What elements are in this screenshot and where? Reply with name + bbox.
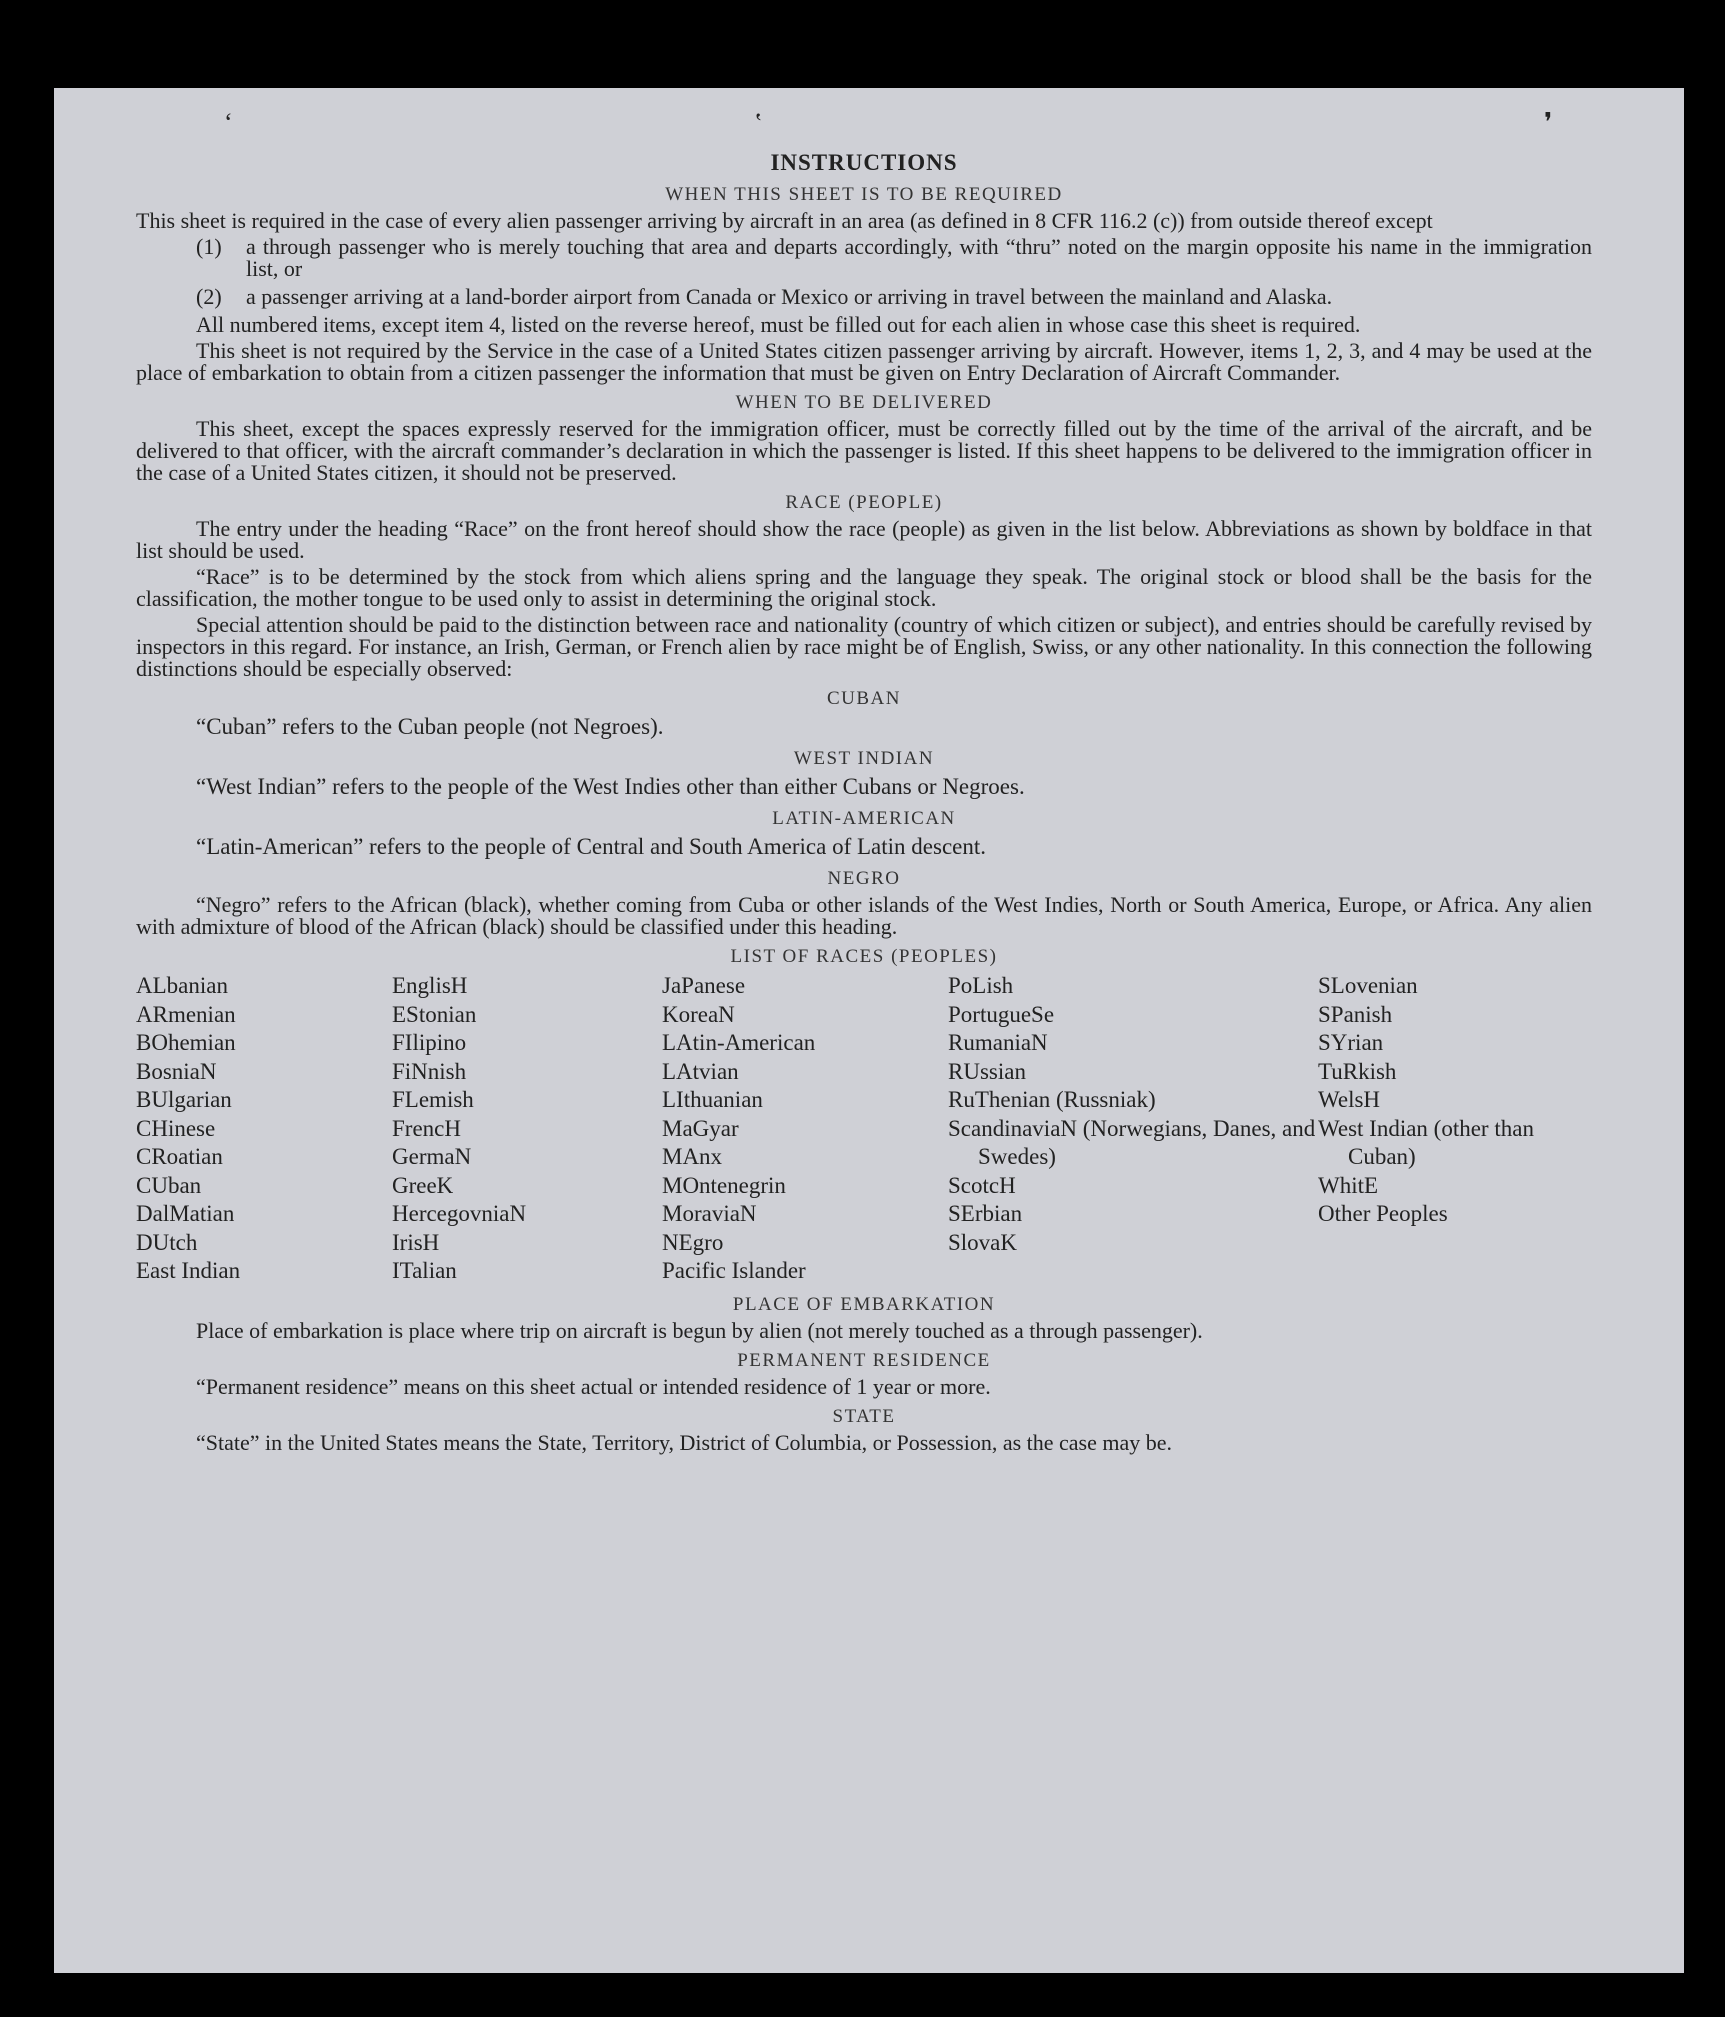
race-entry: FrencH: [392, 1115, 461, 1141]
paragraph-race-3: Special attention should be paid to the distinction between race and nationality (country of which citizen or subject), and entries should be carefully revised by inspectors in this regard. For instance, an Irish, German, or French alien by race might be of English, Swiss, or any other nationality. In this connection the following distinctions should be especially observed:: [136, 612, 1592, 681]
page-title: INSTRUCTIONS: [770, 150, 958, 175]
heading-latin-american: LATIN-AMERICAN: [772, 808, 956, 829]
document-sheet: [54, 88, 1684, 1973]
race-entry: ScotcH: [948, 1172, 1016, 1198]
race-column-5: [1318, 972, 1588, 1286]
race-entry: MOntenegrin: [662, 1172, 786, 1198]
race-entry: CHinese: [136, 1115, 216, 1141]
item-text: a passenger arriving at a land-border airport from Canada or Mexico or arriving in travel between the mainland and Alaska.: [246, 284, 1333, 309]
heading-list-of-races: LIST OF RACES (PEOPLES): [730, 946, 998, 967]
race-entry: Other Peoples: [1318, 1201, 1448, 1226]
race-entry: RUssian: [948, 1058, 1026, 1084]
list-item-exception-2: [196, 286, 1592, 308]
race-entry: RumaniaN: [948, 1030, 1048, 1055]
race-entry: Pacific Islander: [662, 1258, 806, 1283]
paragraph-race-1: The entry under the heading “Race” on the front hereof should show the race (people) as given in the list below. Abbreviations as shown by boldface in that list should be used.: [136, 516, 1592, 563]
race-entry: West Indian (other than Cuban): [1318, 1115, 1534, 1169]
race-entry: HercegovniaN: [392, 1201, 527, 1226]
race-entry: NEgro: [662, 1229, 724, 1255]
race-entry: East Indian: [136, 1258, 241, 1283]
heading-residence: PERMANENT RESIDENCE: [737, 1349, 991, 1371]
definition-state: “State” in the United States means the State, Territory, District of Columbia, or Possession, as the case may be.: [196, 1429, 1173, 1455]
definition-west-indian: “West Indian” refers to the people of the West Indies other than either Cubans or Negroes.: [196, 774, 1025, 799]
list-item-exception-1: [196, 236, 1592, 280]
race-entry: BosniaN: [136, 1058, 217, 1084]
race-entry: LIthuanian: [662, 1087, 763, 1112]
race-entry: SYrian: [1318, 1030, 1384, 1055]
heading-west-indian: WEST INDIAN: [793, 748, 935, 769]
race-entry: PortugueSe: [948, 1001, 1055, 1027]
paragraph-delivered: This sheet, except the spaces expressly reserved for the immigration officer, must be correctly filled out by the time of the arrival of the aircraft, and be delivered to that officer, with the aircraft commander’s declaration in which the passenger is listed. If this sheet happens to be delivered to the immigration officer in the case of a United States citizen, it should not be preserved.: [136, 416, 1592, 485]
race-entry: EnglisH: [392, 973, 468, 998]
race-column-2: [392, 972, 662, 1286]
race-entry: MAnx: [662, 1144, 723, 1169]
definition-cuban: “Cuban” refers to the Cuban people (not Negroes).: [196, 714, 664, 739]
race-entry: CRoatian: [136, 1144, 223, 1169]
race-entry: PoLish: [948, 973, 1014, 998]
race-entry: LAtin-American: [662, 1030, 816, 1055]
race-entry: BOhemian: [136, 1030, 236, 1055]
definition-negro: “Negro” refers to the African (black), whether coming from Cuba or other islands of the West Indies, North or South America, Europe, or Africa. Any alien with admixture of blood of the African (black) should be classified under this heading.: [136, 892, 1592, 939]
race-entry: FLemish: [392, 1087, 474, 1112]
race-entry: GreeK: [392, 1172, 454, 1198]
race-entry: SLovenian: [1318, 973, 1418, 998]
race-column-3: [662, 972, 948, 1286]
race-list: [136, 972, 1592, 1286]
race-entry: ALbanian: [136, 973, 228, 998]
heading-cuban: CUBAN: [826, 688, 901, 709]
race-entry: ScandinaviaN (Norwegians, Danes, and Swedes): [948, 1115, 1316, 1169]
race-entry: JaPanese: [662, 973, 746, 998]
definition-residence: “Permanent residence” means on this sheet actual or intended residence of 1 year or more.: [196, 1373, 991, 1399]
race-entry: ITalian: [392, 1258, 457, 1283]
race-entry: SlovaK: [948, 1229, 1017, 1255]
paragraph-numbered-items: All numbered items, except item 4, listed on the reverse hereof, must be filled out for each alien in whose case this sheet is required.: [196, 312, 1361, 337]
race-entry: DalMatian: [136, 1201, 235, 1226]
race-entry: LAtvian: [662, 1058, 739, 1084]
definition-embarkation: Place of embarkation is place where trip on aircraft is begun by alien (not merely touched as a through passenger).: [196, 1317, 1203, 1343]
scan-mark: ❜: [1544, 108, 1553, 137]
race-entry: SErbian: [948, 1201, 1023, 1226]
race-entry: WelsH: [1318, 1087, 1381, 1112]
heading-state: STATE: [832, 1405, 896, 1427]
race-entry: IrisH: [392, 1229, 440, 1255]
heading-required: WHEN THIS SHEET IS TO BE REQUIRED: [665, 184, 1063, 205]
race-entry: FIlipino: [392, 1030, 467, 1055]
race-entry: MoraviaN: [662, 1201, 757, 1226]
definition-latin-american: “Latin-American” refers to the people of Central and South America of Latin descent.: [196, 834, 986, 859]
paragraph-required-intro: This sheet is required in the case of every alien passenger arriving by aircraft in an area (as defined in 8 CFR 116.2 (c)) from outside thereof except: [136, 208, 1433, 233]
heading-race: RACE (PEOPLE): [785, 492, 943, 513]
paragraph-citizen: This sheet is not required by the Service in the case of a United States citizen passenger arriving by aircraft. However, items 1, 2, 3, and 4 may be used at the place of embarkation to obtain from a citizen passenger the information that must be given on Entry Declaration of Aircraft Commander.: [136, 338, 1592, 385]
race-entry: ARmenian: [136, 1001, 236, 1027]
item-text: a through passenger who is merely touching that area and departs accordingly, with “thru” noted on the margin opposite his name in the immigration list, or: [246, 234, 1592, 281]
race-entry: CUban: [136, 1172, 202, 1198]
race-entry: TuRkish: [1318, 1058, 1397, 1084]
item-number: (2): [196, 284, 222, 309]
item-number: (1): [196, 234, 222, 259]
race-entry: GermaN: [392, 1144, 472, 1169]
race-entry: KoreaN: [662, 1001, 735, 1027]
paragraph-race-2: “Race” is to be determined by the stock from which aliens spring and the language they speak. The original stock or blood shall be the basis for the classification, the mother tongue to be used only to assist in determining the original stock.: [136, 564, 1592, 611]
race-column-1: [136, 972, 392, 1286]
race-entry: DUtch: [136, 1229, 198, 1255]
race-entry: MaGyar: [662, 1115, 739, 1141]
race-entry: RuThenian (Russniak): [948, 1087, 1156, 1112]
scan-mark: ‛: [754, 108, 763, 137]
heading-negro: NEGRO: [827, 868, 901, 889]
race-entry: EStonian: [392, 1001, 477, 1027]
heading-delivered: WHEN TO BE DELIVERED: [735, 392, 993, 413]
heading-embarkation: PLACE OF EMBARKATION: [732, 1293, 996, 1315]
race-column-4: [948, 972, 1318, 1286]
race-entry: WhitE: [1318, 1172, 1379, 1198]
race-entry: SPanish: [1318, 1001, 1393, 1027]
race-entry: BUlgarian: [136, 1087, 232, 1112]
scan-mark: ‘: [224, 108, 233, 137]
race-entry: FiNnish: [392, 1058, 467, 1084]
